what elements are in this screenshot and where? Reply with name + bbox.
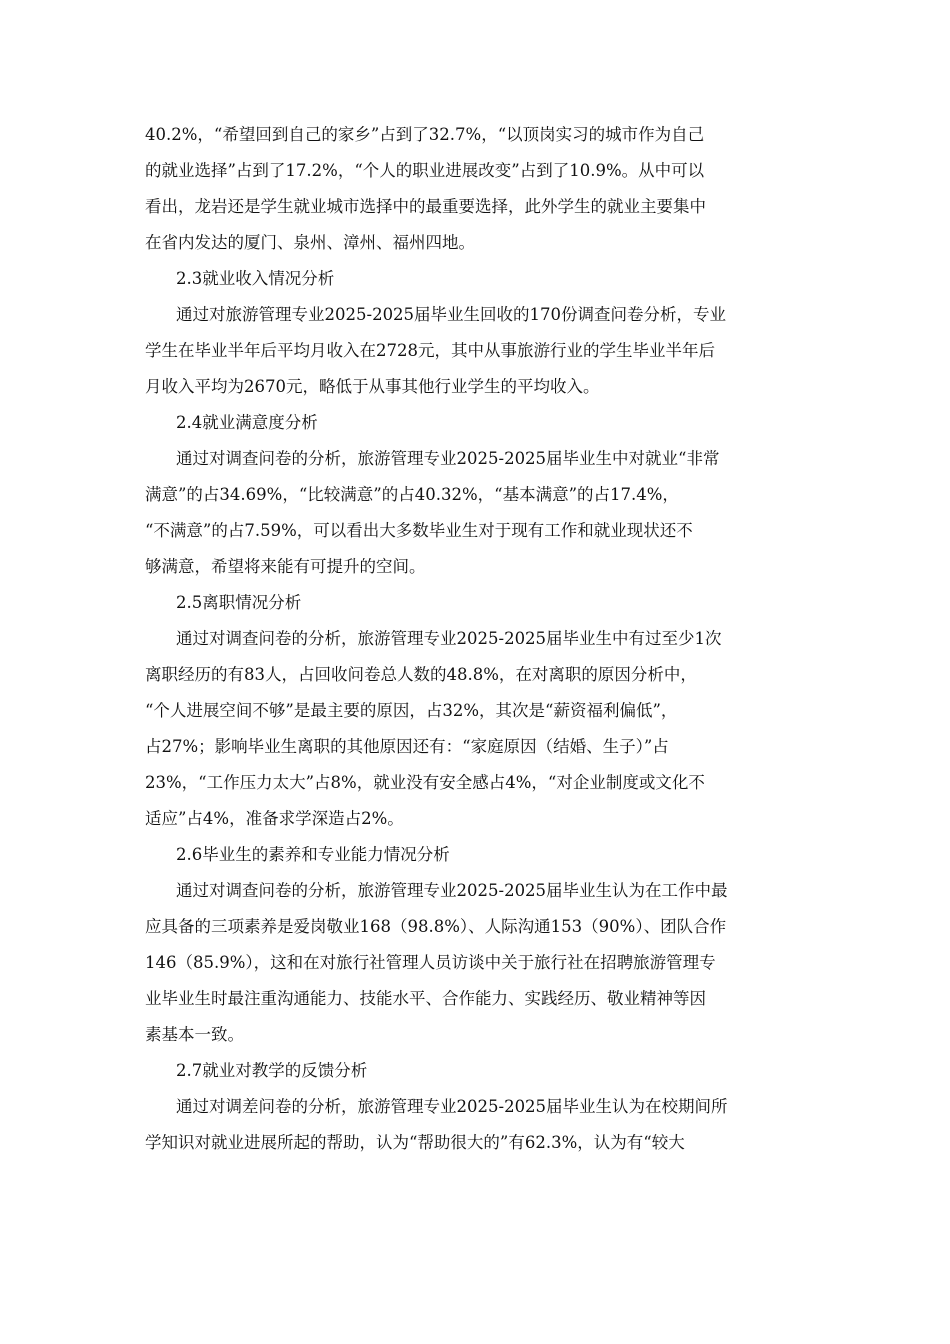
paragraph-first-line: 2.7就业对教学的反馈分析 xyxy=(176,1061,368,1080)
paragraph-first-line: 2.5离职情况分析 xyxy=(176,593,302,612)
paragraph-line: 够满意，希望将来能有可提升的空间。 xyxy=(145,557,426,576)
paragraph-line: 适应”占4%，准备求学深造占2%。 xyxy=(145,809,404,828)
paragraph-line: “不满意”的占7.59%，可以看出大多数毕业生对于现有工作和就业现状还不 xyxy=(145,521,693,540)
paragraph-line: 满意”的占34.69%，“比较满意”的占40.32%，“基本满意”的占17.4%， xyxy=(145,485,679,504)
paragraph-line: 素基本一致。 xyxy=(145,1025,244,1044)
paragraph-line: 看出，龙岩还是学生就业城市选择中的最重要选择，此外学生的就业主要集中 xyxy=(145,197,706,216)
paragraph-first-line: 通过对旅游管理专业2025-2025届毕业生回收的170份调查问卷分析，专业 xyxy=(176,305,727,324)
paragraph-line: 的就业选择”占到了17.2%，“个人的职业进展改变”占到了10.9%。从中可以 xyxy=(145,161,705,180)
document-body xyxy=(145,117,810,1161)
paragraph-first-line: 2.4就业满意度分析 xyxy=(176,413,318,432)
paragraph-line: 业毕业生时最注重沟通能力、技能水平、合作能力、实践经历、敬业精神等因 xyxy=(145,989,706,1008)
paragraph-line: 学知识对就业进展所起的帮助，认为“帮助很大的”有62.3%，认为有“较大 xyxy=(145,1133,685,1152)
paragraph-line: 月收入平均为2670元，略低于从事其他行业学生的平均收入。 xyxy=(145,377,600,396)
paragraph-first-line: 2.3就业收入情况分析 xyxy=(176,269,335,288)
paragraph-line: 占27%；影响毕业生离职的其他原因还有：“家庭原因（结婚、生子）”占 xyxy=(145,737,669,756)
paragraph-line: 离职经历的有83人，占回收问卷总人数的48.8%，在对离职的原因分析中， xyxy=(145,665,697,684)
paragraph-first-line: 2.6毕业生的素养和专业能力情况分析 xyxy=(176,845,450,864)
paragraph-first-line: 通过对调查问卷的分析，旅游管理专业2025-2025届毕业生认为在工作中最 xyxy=(176,881,728,900)
paragraph-line: 在省内发达的厦门、泉州、漳州、福州四地。 xyxy=(145,233,475,252)
paragraph-first-line: 通过对调查问卷的分析，旅游管理专业2025-2025届毕业生中对就业“非常 xyxy=(176,449,720,468)
paragraph-line: 40.2%，“希望回到自己的家乡”占到了32.7%，“以顶岗实习的城市作为自己 xyxy=(145,125,705,144)
paragraph-first-line: 通过对调查问卷的分析，旅游管理专业2025-2025届毕业生中有过至少1次 xyxy=(176,629,722,648)
paragraph-line: 学生在毕业半年后平均月收入在2728元，其中从事旅游行业的学生毕业半年后 xyxy=(145,341,715,360)
paragraph-line: 应具备的三项素养是爱岗敬业168（98.8%）、人际沟通153（90%）、团队合作 xyxy=(145,917,727,936)
paragraph-line: 23%，“工作压力太大”占8%，就业没有安全感占4%，“对企业制度或文化不 xyxy=(145,773,705,792)
paragraph-line: “个人进展空间不够”是最主要的原因，占32%，其次是“薪资福利偏低”， xyxy=(145,701,678,720)
paragraph-first-line: 通过对调差问卷的分析，旅游管理专业2025-2025届毕业生认为在校期间所 xyxy=(176,1097,728,1116)
paragraph-line: 146（85.9%），这和在对旅行社管理人员访谈中关于旅行社在招聘旅游管理专 xyxy=(145,953,716,972)
